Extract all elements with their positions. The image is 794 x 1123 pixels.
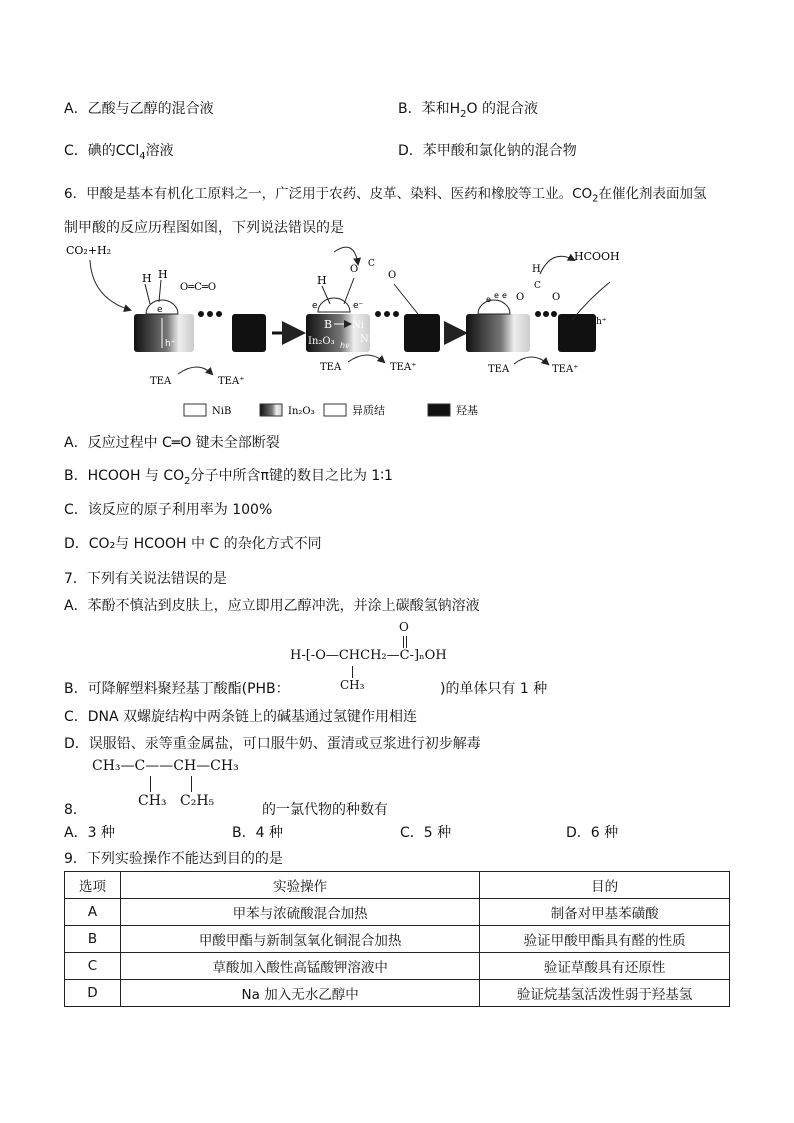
svg-text:e: e [312,301,318,311]
phb-double-bond [403,636,407,648]
q7-option-c: C．DNA 双螺旋结构中两条链上的碱基通过氢键作用相连 [64,709,418,725]
svg-text:O: O [350,264,359,275]
q6-option-c: C．该反应的原子利用率为 100% [64,502,273,518]
q9-table [64,871,730,1007]
q8-option-d: D．6 种 [566,825,619,841]
svg-text:异质结: 异质结 [352,404,385,417]
row-operation: 甲苯与浓硫酸混合加热 [120,899,479,926]
svg-text:e: e [494,291,499,300]
row-operation: 草酸加入酸性高锰酸钾溶液中 [120,953,479,980]
svg-text:O: O [552,292,561,303]
q9-stem: 9．下列实验操作不能达到目的的是 [64,851,283,867]
svg-text:e: e [486,295,491,304]
reactant-label: CO₂+H₂ [66,244,112,257]
q6-option-d: D．CO₂与 HCOOH 中 C 的杂化方式不同 [64,536,322,552]
row-operation: 甲酸甲酯与新制氢氧化铜混合加热 [120,926,479,953]
svg-text:H: H [532,264,541,275]
svg-text:O: O [388,270,397,281]
row-operation: Na 加入无水乙醇中 [120,980,479,1007]
svg-text:In₂O₃: In₂O₃ [308,336,335,347]
svg-text:hν: hν [340,341,350,350]
stage-3 [466,250,620,375]
svg-text:H: H [158,268,168,281]
row-purpose: 验证烷基氢活泼性弱于羟基氢 [480,980,730,1007]
svg-text:C: C [534,281,541,291]
svg-text:h⁺: h⁺ [596,317,607,327]
row-option: A [65,899,121,926]
q8-bond-2 [191,776,192,792]
svg-text:B: B [324,318,333,331]
row-option: D [65,980,121,1007]
reaction-mechanism-figure [62,238,642,424]
svg-text:O═C═O: O═C═O [180,282,217,293]
svg-text:O: O [516,292,525,303]
q6-stem-line2: 制甲酸的反应历程图如图，下列说法错误的是 [64,220,344,236]
q8-number: 8． [64,802,87,818]
q5-option-d: D．苯甲酸和氯化钠的混合物 [398,143,577,159]
svg-text:C: C [368,259,375,269]
svg-text:TEA⁺: TEA⁺ [218,376,245,387]
svg-text:TEA: TEA [150,376,172,387]
row-purpose: 制备对甲基苯磺酸 [480,899,730,926]
svg-text:TEA: TEA [320,362,342,373]
svg-text:Ni: Ni [360,334,372,345]
phb-structure-o: O [399,620,409,634]
q6-option-a: A．反应过程中 C═O 键未全部断裂 [64,435,280,451]
svg-text:In₂O₃: In₂O₃ [288,406,315,417]
svg-text:HCOOH: HCOOH [574,250,620,263]
svg-text:e: e [157,305,163,315]
svg-text:TEA: TEA [488,364,510,375]
row-option: C [65,953,121,980]
phb-structure-main: H-[-O—CHCH₂—C-]ₙOH [290,648,447,663]
row-purpose: 验证草酸具有还原性 [480,953,730,980]
phb-structure-ch3: CH₃ [340,678,365,692]
col-header-option: 选项 [65,872,121,899]
q5-option-a: A．乙酸与乙醇的混合液 [64,101,214,117]
q7-option-b-suffix: )的单体只有 1 种 [440,681,548,697]
row-purpose: 验证甲酸甲酯具有醛的性质 [480,926,730,953]
table-row [65,926,730,953]
stage-1 [134,268,266,387]
stage-2 [306,247,440,373]
svg-text:NiB: NiB [212,406,232,417]
row-option: B [65,926,121,953]
q8-structure-ch3: CH₃ [138,793,167,809]
q8-structure-c2h5: C₂H₅ [180,793,215,809]
q7-option-b-prefix: B．可降解塑料聚羟基丁酸酯(PHB： [64,681,290,697]
table-row [65,953,730,980]
q7-option-a: A．苯酚不慎沾到皮肤上，应立即用乙醇冲洗，并涂上碳酸氢钠溶液 [64,598,480,614]
svg-text:e: e [502,291,507,300]
svg-text:H: H [317,274,327,287]
svg-text:h⁺: h⁺ [165,339,176,349]
q8-option-b: B．4 种 [232,825,283,841]
svg-text:Ni: Ni [352,320,364,331]
q5-option-c: C．碘的CCl$_4$溶液 [64,143,174,162]
q8-structure-top: CH₃—C——CH—CH₃ [92,758,239,774]
svg-text:TEA⁺: TEA⁺ [390,362,417,373]
q7-option-d: D．误服铅、汞等重金属盐，可口服牛奶、蛋清或豆浆进行初步解毒 [64,736,481,752]
q8-option-a: A．3 种 [64,825,115,841]
table-row [65,980,730,1007]
table-row [65,899,730,926]
svg-text:羟基: 羟基 [456,404,478,417]
q6-option-b: B．HCOOH 与 $CO_2$分子中所含π键的数目之比为 1∶1 [64,468,393,487]
col-header-operation: 实验操作 [120,872,479,899]
q6-stem-line1: 6．甲酸是基本有机化工原料之一，广泛用于农药、皮革、染料、医药和橡胶等工业。$CO_2$在催化剂表面加氢 [64,186,707,205]
q8-stem: 的一氯代物的种数有 [262,802,388,818]
figure-legend [184,403,478,417]
svg-text:TEA⁺: TEA⁺ [552,364,579,375]
svg-text:e⁻: e⁻ [353,301,364,311]
col-header-purpose: 目的 [480,872,730,899]
q8-option-c: C．5 种 [400,825,452,841]
q5-option-b: B．苯和$H_2O$ 的混合液 [398,101,538,120]
q8-bond-1 [150,776,151,792]
phb-branch-bond [352,666,353,678]
table-header-row [65,872,730,899]
q7-stem: 7．下列有关说法错误的是 [64,571,227,587]
svg-text:H: H [142,272,152,285]
